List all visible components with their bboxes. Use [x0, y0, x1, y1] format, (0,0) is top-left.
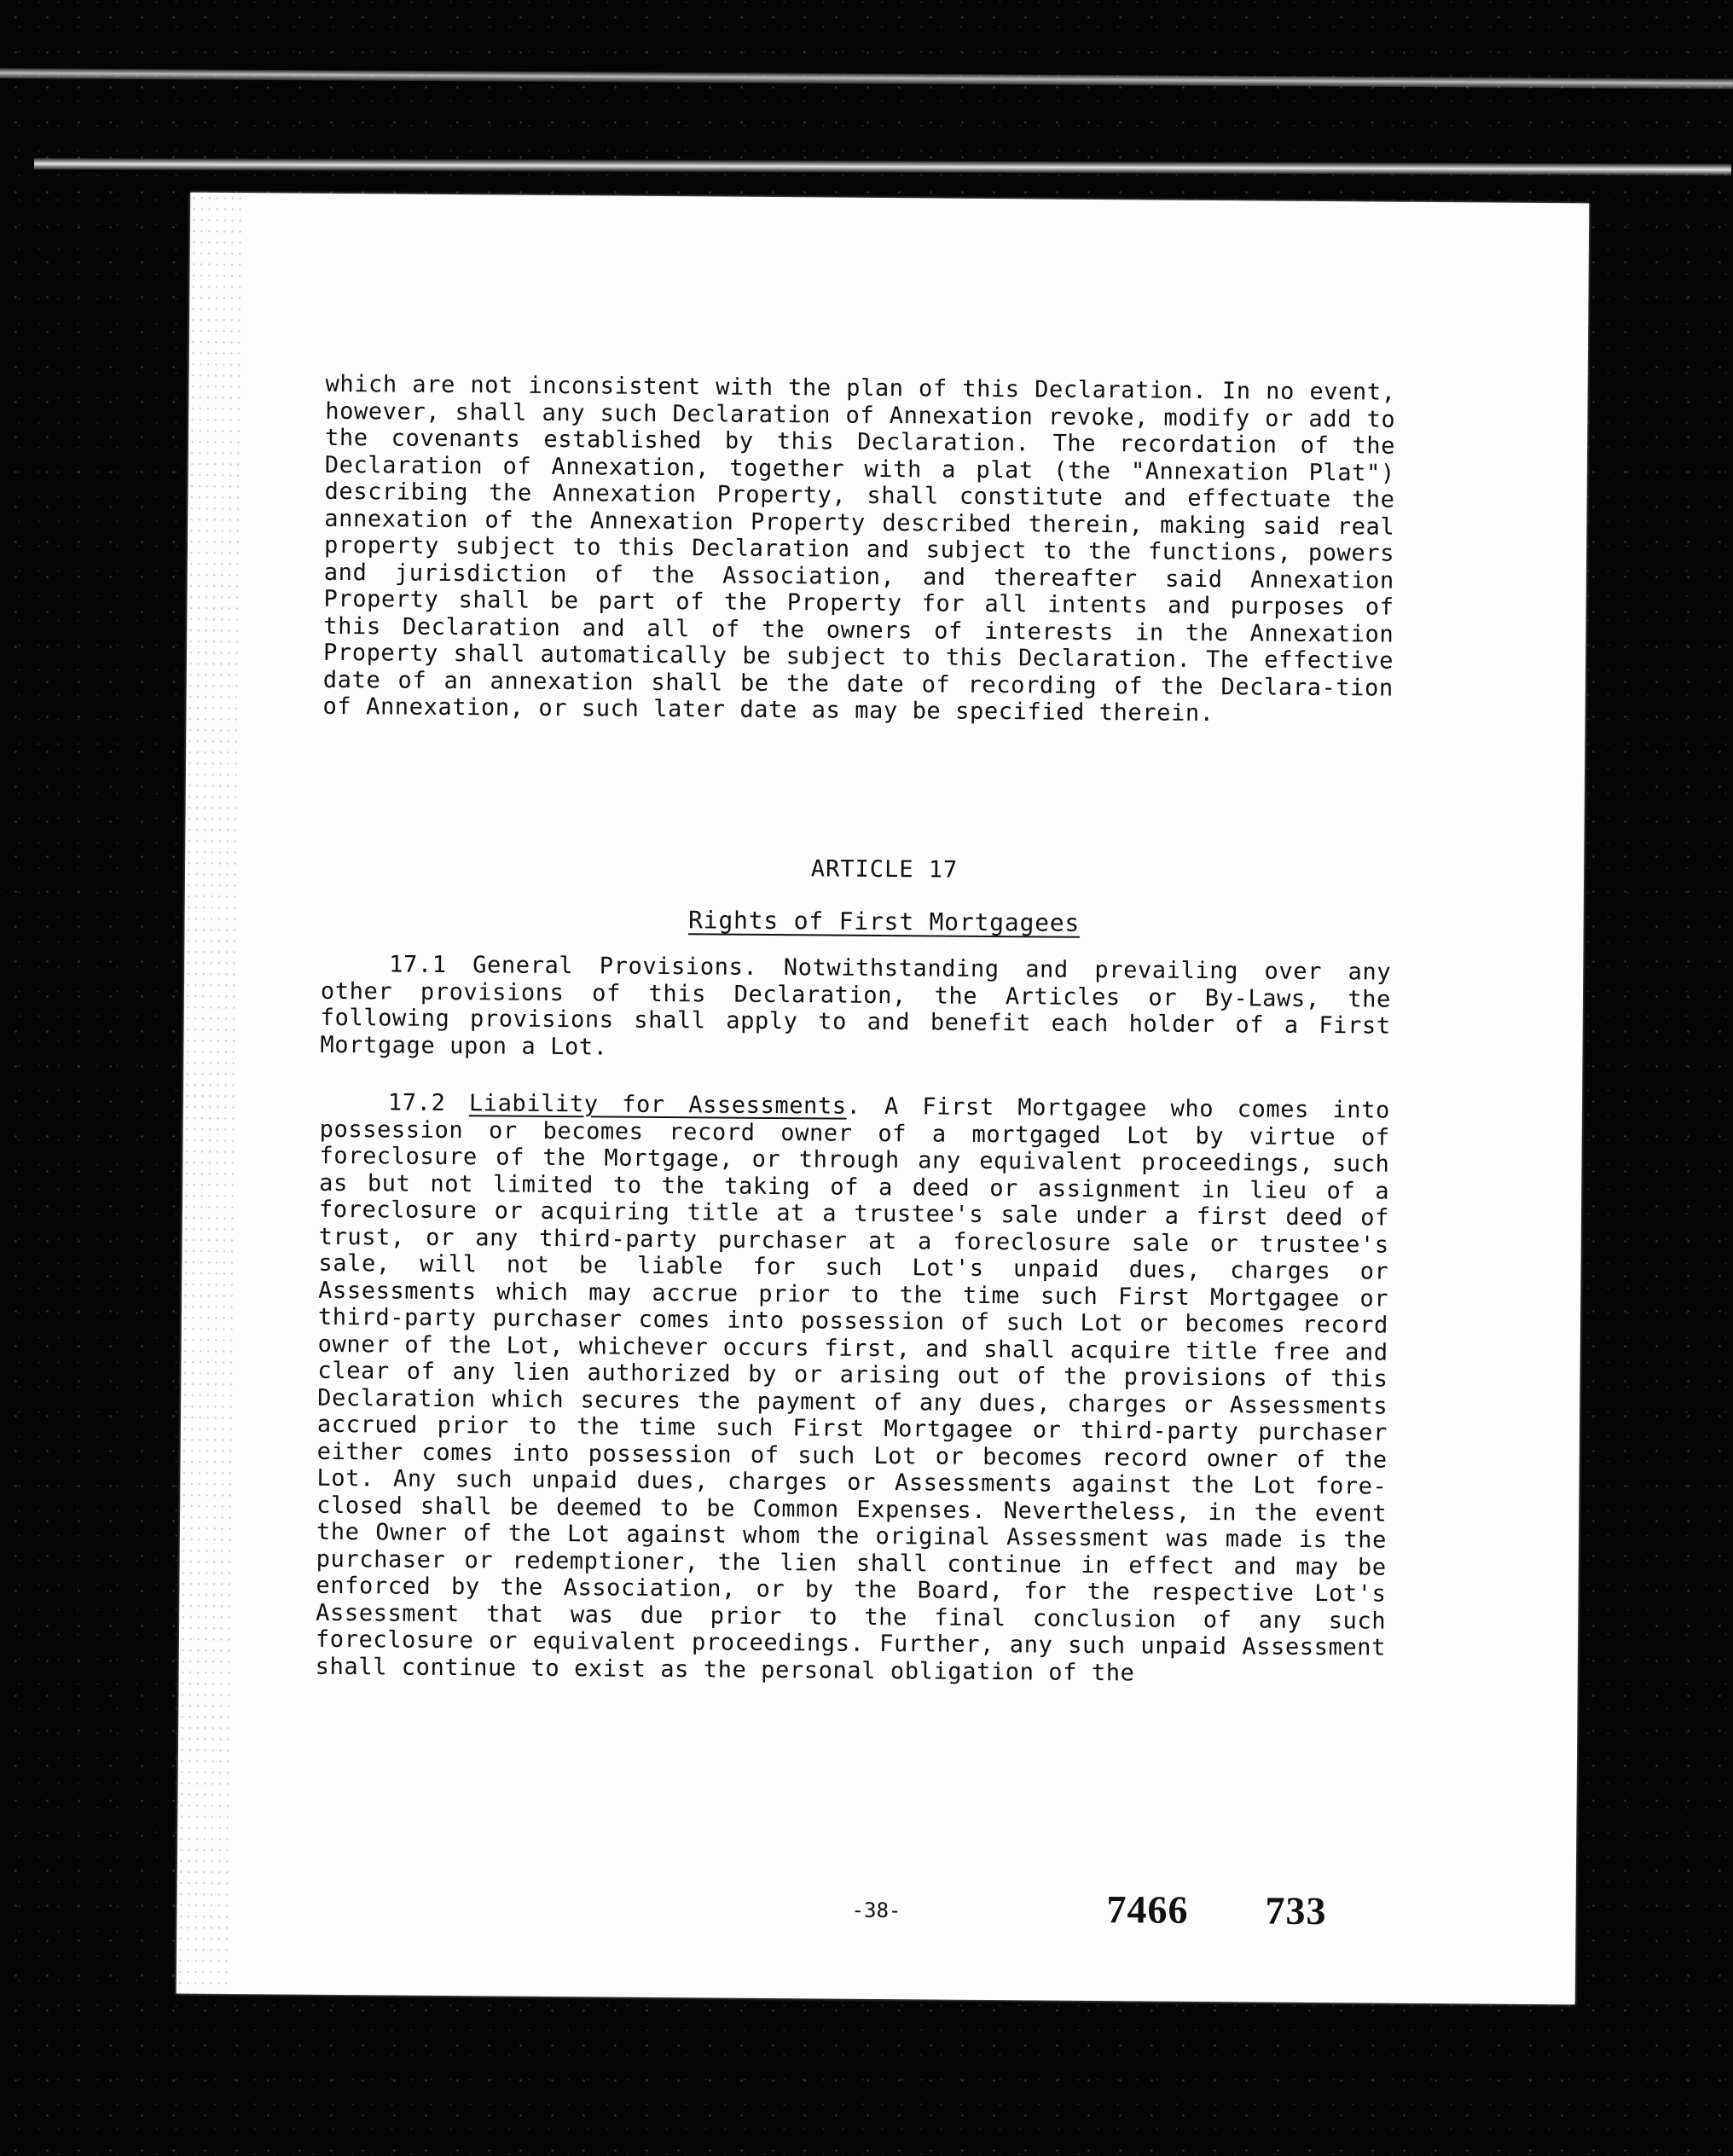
document-page — [177, 193, 1590, 2005]
section-17-1-number: 17.1 — [389, 951, 447, 978]
book-page-stamp — [1106, 1886, 1326, 1933]
section-17-1 — [320, 951, 1391, 1067]
article-heading: ARTICLE 17 — [810, 855, 959, 884]
section-17-2-heading: Liability for Assessments — [468, 1090, 847, 1120]
section-17-2-text: . A First Mortgagee who comes into possession or becomes record owner of a mortgaged Lot by virtue of foreclosure of the Mortgage, or through any equivalent proceedings, such as but not limited to the taking of a deed or assignment in lieu of a foreclosure or acquiring title at a trustee's sale under a first deed of trust, or any third-party purchaser at a foreclosure sale or trustee's sale, will not be liable for such Lot's unpaid dues, charges or Assessments which may accrue prior to the time such First Mortgagee or third-party purchaser comes into possession of such Lot or becomes record owner of the Lot, whichever occurs first, and shall acquire title free and clear of any lien authorized by or arising out of the provisions of this Declaration which secures the payment of any dues, charges or Assessments accrued prior to the time such First Mortgagee or third-party purchaser either comes into possession of such Lot or becomes record owner of the Lot. Any such unpaid dues, charges or Assessments against the Lot fore-closed shall be deemed to be Common Expenses. Nevertheless, in the event the Owner of the Lot against whom the original Assessment was made is the purchaser or redemptioner, the lien shall continue in effect and may be enforced by the Association, or by the Board, for the respective Lot's Assessment that was due prior to the final conclusion of any such foreclosure or equivalent proceedings. Further, any such unpaid Assessment shall continue to exist as the personal obligation of the — [315, 1092, 1391, 1686]
section-17-2 — [316, 1089, 1390, 1689]
section-17-1-text: General Provisions. Notwithstanding and prevailing over any other provisions of this Declaration, the Articles or By-Laws, the following provisions shall apply to and benefit each holder of a First Mortgage upon a Lot. — [320, 952, 1392, 1060]
page-number: -38- — [851, 1898, 901, 1923]
article-title-text: Rights of First Mortgagees — [687, 906, 1081, 937]
book-number: 7466 — [1106, 1887, 1189, 1932]
article-title — [185, 902, 1584, 942]
section-17-2-number: 17.2 — [387, 1089, 446, 1116]
paragraph-continuation: which are not inconsistent with the plan of this Declaration. In no event, however, shall any such Declaration of Annexation revoke, modify or add to the covenants established by this Declaration. The recordation of the Declaration of Annexation, together with a plat (the "Annexation Plat") describing the Annexation Property, shall constitute and effectuate the annexation of the Annexation Property described therein, making said real property subject to this Declaration and subject to the functions, powers and jurisdiction of the Association, and thereafter said Annexation Property shall be part of the Property for all intents and purposes of this Declaration and all of the owners of interests in the Annexation Property shall automatically be subject to this Declaration. The effective date of an annexation shall be the date of recording of the Declara-tion of Annexation, or such later date as may be specified therein. — [322, 370, 1396, 727]
page-stamp-number: 733 — [1265, 1888, 1327, 1933]
